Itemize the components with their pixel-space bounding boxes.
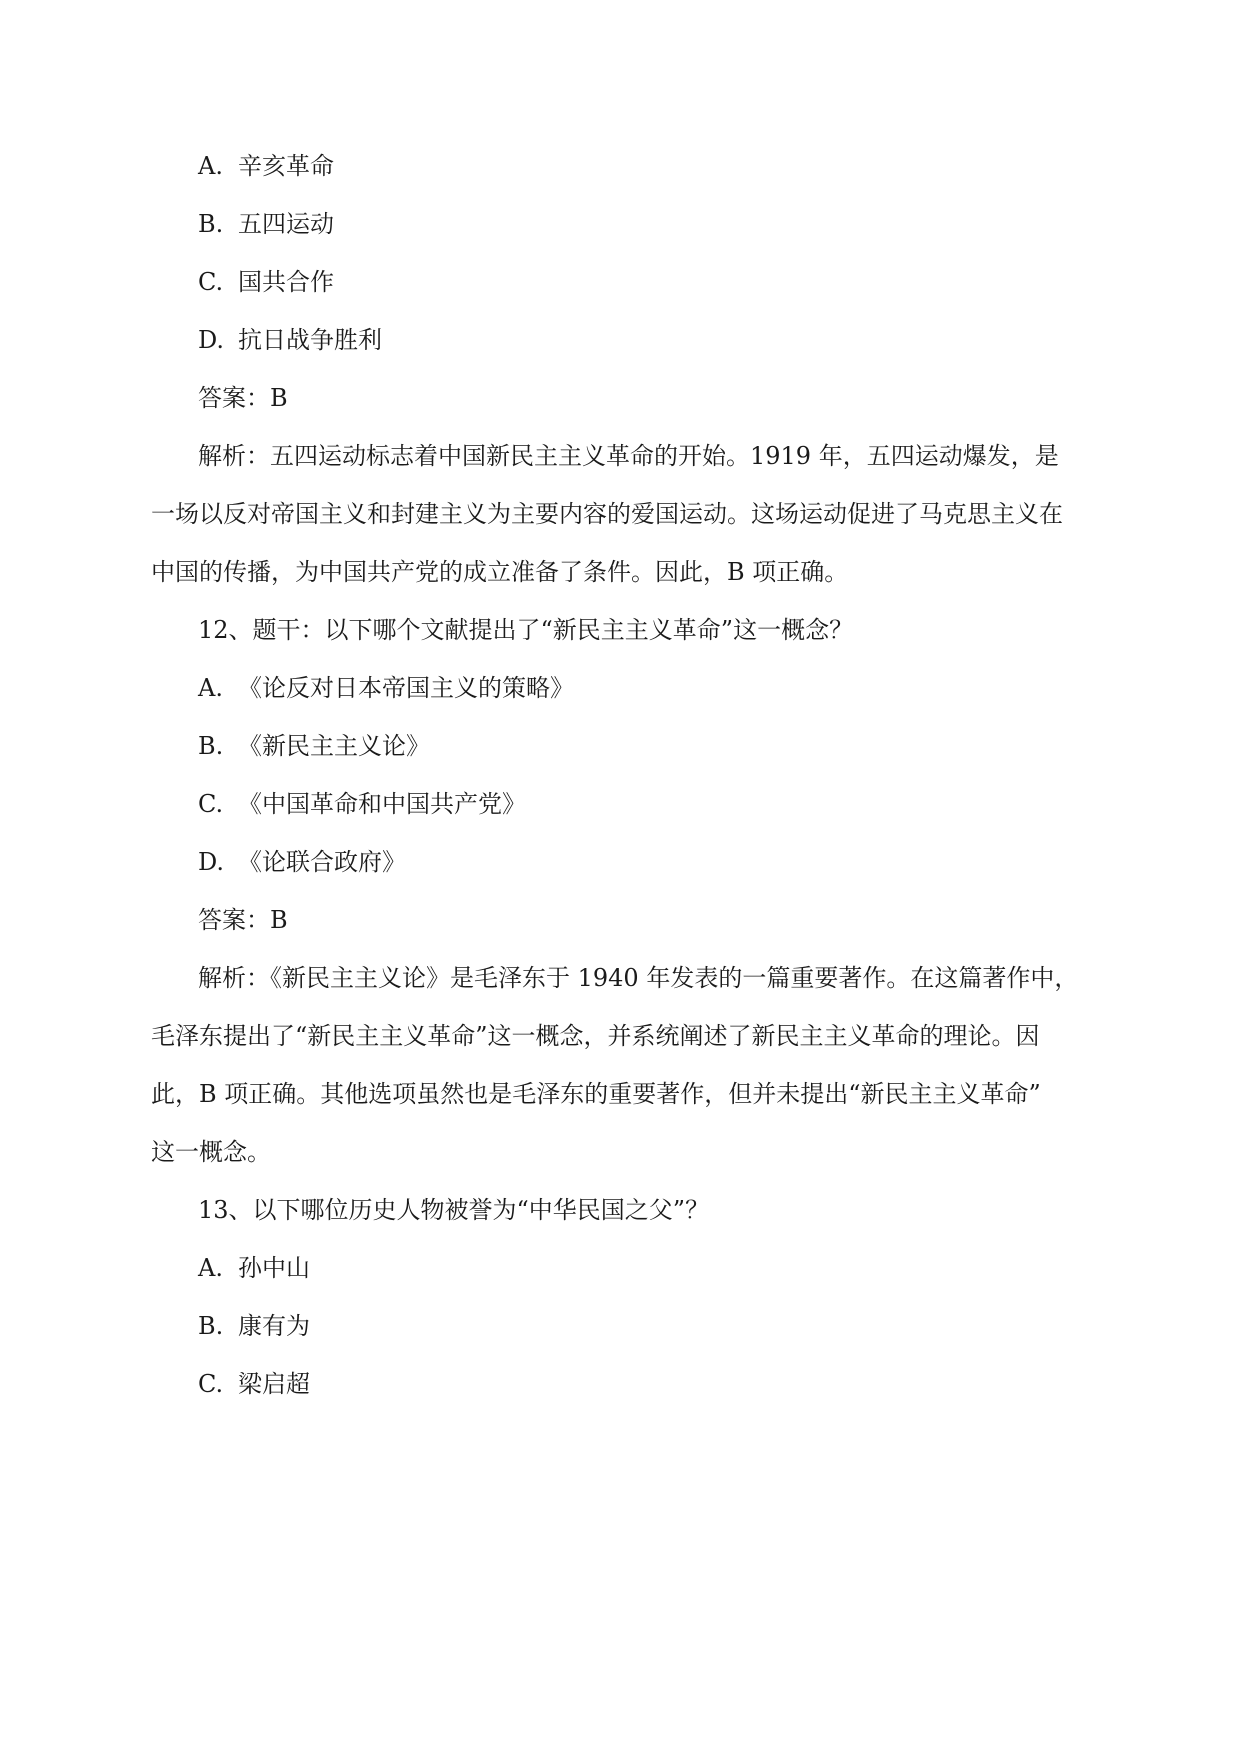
answer: 答案：B bbox=[198, 906, 288, 934]
answer: 答案：B bbox=[198, 384, 288, 412]
option-text: 国共合作 bbox=[238, 268, 334, 296]
analysis-line: 一场以反对帝国主义和封建主义为主要内容的爱国运动。这场运动促进了马克思主义在 bbox=[151, 500, 1063, 528]
option-c bbox=[0, 267, 1241, 297]
option-text: 《论联合政府》 bbox=[238, 848, 406, 876]
option-letter: A. bbox=[198, 1254, 223, 1282]
option-d bbox=[0, 847, 1241, 877]
option-b bbox=[0, 731, 1241, 761]
option-text: 孙中山 bbox=[238, 1254, 310, 1282]
option-c bbox=[0, 789, 1241, 819]
analysis-line: 此，B 项正确。其他选项虽然也是毛泽东的重要著作，但并未提出“新民主主义革命” bbox=[151, 1080, 1041, 1108]
option-a bbox=[0, 151, 1241, 181]
option-a bbox=[0, 1253, 1241, 1283]
question-stem: 13、以下哪位历史人物被誉为“中华民国之父”？ bbox=[198, 1196, 710, 1224]
option-c bbox=[0, 1369, 1241, 1399]
option-letter: D. bbox=[198, 848, 225, 876]
question-stem: 12、题干：以下哪个文献提出了“新民主主义革命”这一概念？ bbox=[198, 616, 854, 644]
option-a bbox=[0, 673, 1241, 703]
option-b bbox=[0, 1311, 1241, 1341]
analysis-line: 毛泽东提出了“新民主主义革命”这一概念，并系统阐述了新民主主义革命的理论。因 bbox=[151, 1022, 1040, 1050]
option-text: 辛亥革命 bbox=[238, 152, 334, 180]
option-text: 五四运动 bbox=[238, 210, 334, 238]
option-b bbox=[0, 209, 1241, 239]
option-text: 《中国革命和中国共产党》 bbox=[238, 790, 526, 818]
option-text: 《新民主主义论》 bbox=[238, 732, 430, 760]
option-letter: B. bbox=[198, 210, 224, 238]
analysis-line: 解析：《新民主主义论》是毛泽东于 1940 年发表的一篇重要著作。在这篇著作中， bbox=[198, 964, 1079, 992]
option-letter: B. bbox=[198, 732, 224, 760]
analysis-line: 这一概念。 bbox=[151, 1138, 271, 1166]
option-text: 《论反对日本帝国主义的策略》 bbox=[238, 674, 574, 702]
option-letter: B. bbox=[198, 1312, 224, 1340]
analysis-line: 解析：五四运动标志着中国新民主主义革命的开始。1919 年，五四运动爆发，是 bbox=[198, 442, 1059, 470]
option-text: 梁启超 bbox=[238, 1370, 310, 1398]
option-letter: C. bbox=[198, 790, 224, 818]
option-letter: C. bbox=[198, 1370, 224, 1398]
analysis-line: 中国的传播，为中国共产党的成立准备了条件。因此，B 项正确。 bbox=[151, 558, 849, 586]
option-letter: A. bbox=[198, 674, 223, 702]
option-d bbox=[0, 325, 1241, 355]
option-text: 康有为 bbox=[238, 1312, 310, 1340]
option-letter: D. bbox=[198, 326, 225, 354]
option-letter: A. bbox=[198, 152, 223, 180]
option-letter: C. bbox=[198, 268, 224, 296]
option-text: 抗日战争胜利 bbox=[238, 326, 382, 354]
